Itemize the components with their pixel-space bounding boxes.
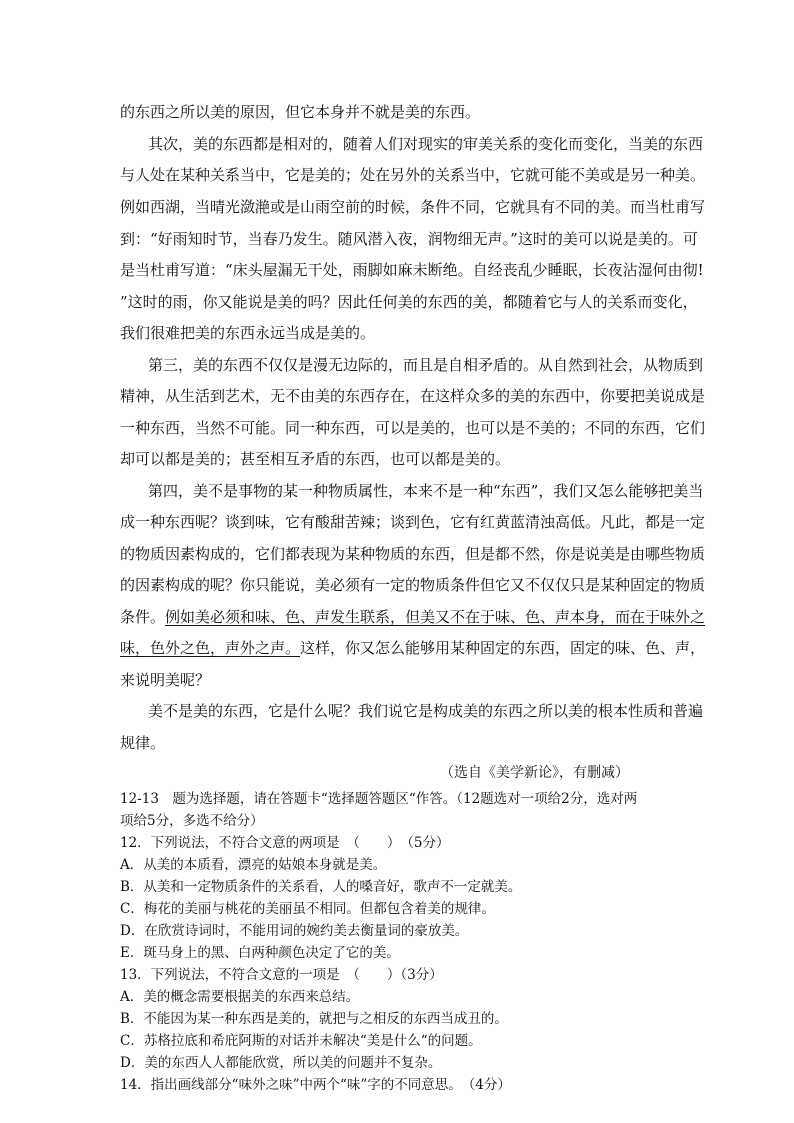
paragraph-line <box>120 638 705 658</box>
paragraph-line: 是当杜甫写道：“床头屋漏无干处，雨脚如麻未断绝。自经丧乱少睡眠，长夜沾湿何由彻! <box>120 261 704 279</box>
question-12: 12．下列说法，不符合文意的两项是 （ ） （5分） <box>120 835 450 851</box>
paragraph-line: 却可以都是美的；甚至相互矛盾的东西，也可以都是美的。 <box>120 450 511 468</box>
option-12-b: B．从美和一定物质条件的关系看，人的嗓音好，歌声不一定就美。 <box>120 879 522 895</box>
question-14: 14．指出画线部分“味外之味”中两个“味”字的不同意思。 （4分） <box>120 1077 511 1093</box>
option-12-a: A．从美的本质看，漂亮的姑娘本身就是美。 <box>120 857 387 873</box>
paragraph-line: 我们很难把美的东西永远当成是美的。 <box>120 324 376 342</box>
paragraph-line: 其次，美的东西都是相对的，随着人们对现实的审美关系的变化而变化，当美的东西 <box>148 135 704 153</box>
paragraph-line <box>120 607 705 627</box>
plain-text: 条件。 <box>120 608 166 626</box>
instructions-line: 12-13 题为选择题，请在答题卡“选择题答题区“作答。（12题选对一项给2分，选对两 <box>120 791 638 807</box>
paragraph-line: 与人处在某种关系当中，它是美的；处在另外的关系当中，它就可能不美或是另一种美。 <box>120 166 706 184</box>
option-12-d: D．在欣赏诗词时，不能用词的婉约美去衡量词的豪放美。 <box>120 923 469 939</box>
paragraph-line: 美不是美的东西，它是什么呢？我们说它是构成美的东西之所以美的根本性质和普遍 <box>148 702 704 720</box>
paragraph-line: 的东西之所以美的原因，但它本身并不就是美的东西。 <box>120 103 481 121</box>
option-13-c: C．苏格拉底和希庇阿斯的对话并未解决“美是什么“的问题。 <box>120 1033 482 1049</box>
paragraph-line: 一种东西，当然不可能。同一种东西，可以是美的，也可以是不美的；不同的东西，它们 <box>120 419 706 437</box>
option-13-b: B．不能因为某一种东西是美的，就把与之相反的东西当成丑的。 <box>120 1011 508 1027</box>
underlined-text: 味，色外之色，声外之声。 <box>120 639 301 657</box>
source-citation: （选自《美学新论》，有删减） <box>440 765 629 781</box>
paragraph-line: 来说明美呢？ <box>120 671 211 689</box>
option-13-d: D．美的东西人人都能欣赏，所以美的问题并不复杂。 <box>120 1055 442 1071</box>
instructions-line: 项给5分，多选不给分） <box>120 813 264 829</box>
paragraph-line: 规律。 <box>120 734 166 752</box>
paragraph-line: 精神，从生活到艺术，无不由美的东西存在，在这样众多的美的东西中，你要把美说成是 <box>120 387 706 405</box>
plain-text: 这样，你又怎么能够用某种固定的东西，固定的味、色、声， <box>300 639 706 657</box>
paragraph-line: 例如西湖，当晴光潋滟或是山雨空前的时候，条件不同，它就具有不同的美。而当杜甫写 <box>120 198 706 216</box>
paragraph-line: 的物质因素构成的，它们都表现为某种物质的东西，但是都不然，你是说美是由哪些物质 <box>120 545 706 563</box>
option-12-e: E．斑马身上的黑、白两种颜色决定了它的美。 <box>120 945 400 961</box>
underlined-text: 例如美必须和味、色、声发生联系，但美又不在于味、色、声本身，而在于味外之 <box>165 608 706 626</box>
paragraph-line: 第三，美的东西不仅仅是漫无边际的，而且是自相矛盾的。从自然到社会，从物质到 <box>148 356 704 374</box>
paragraph-line: 第四，美不是事物的某一种物质属性，本来不是一种“东西”，我们又怎么能够把美当 <box>148 482 704 500</box>
paragraph-line: 的因素构成的呢？你只能说，美必须有一定的物质条件但它又不仅仅只是某种固定的物质 <box>120 576 706 594</box>
option-12-c: C．梅花的美丽与桃花的美丽虽不相同。但都包含着美的规律。 <box>120 901 495 917</box>
question-13: 13．下列说法，不符合文意的一项是 （ ）（3分） <box>120 967 443 983</box>
option-13-a: A．美的概念需要根据美的东西来总结。 <box>120 989 360 1005</box>
paragraph-line: 到：“好雨知时节，当春乃发生。随风潜入夜，润物细无声。”这时的美可以说是美的。可 <box>120 230 698 248</box>
paragraph-line: ”这时的雨，你又能说是美的吗？因此任何美的东西的美，都随着它与人的关系而变化， <box>120 293 698 311</box>
paragraph-line: 成一种东西呢？谈到味，它有酸甜苦辣；谈到色，它有红黄蓝清浊高低。凡此，都是一定 <box>120 513 706 531</box>
